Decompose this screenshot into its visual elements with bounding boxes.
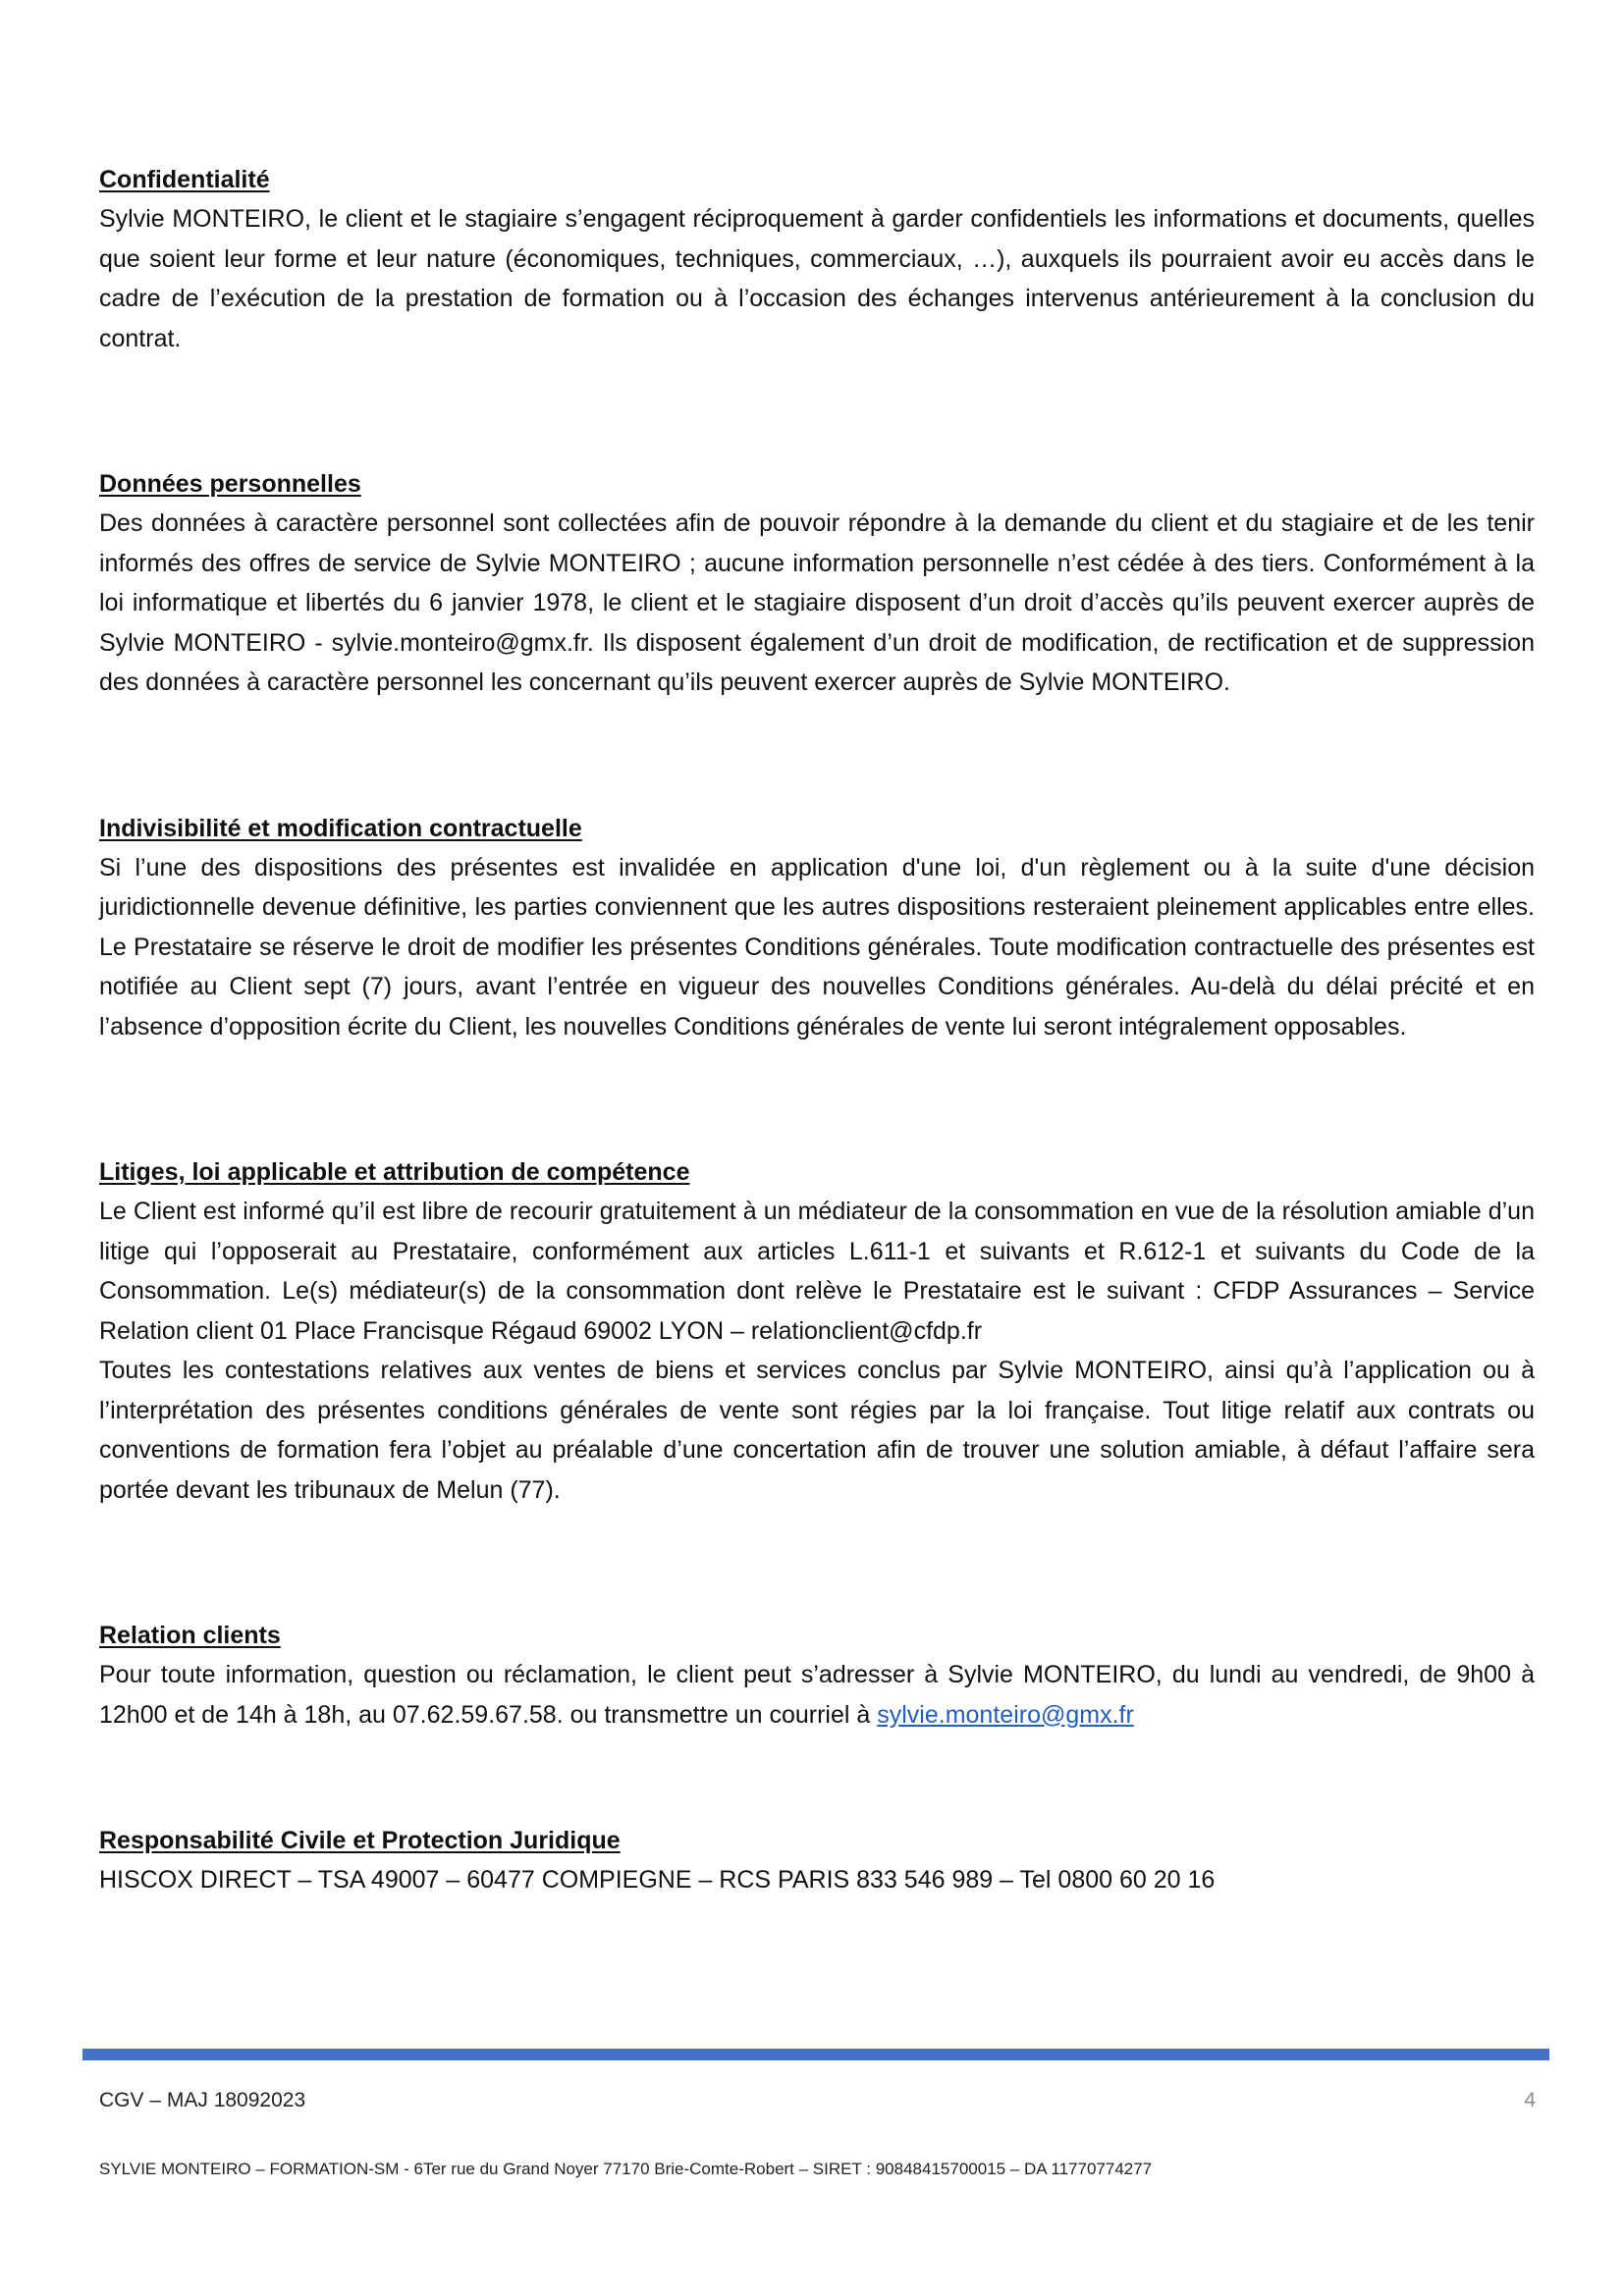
section-indivisibilite — [99, 809, 1535, 1047]
section-title: Données personnelles — [99, 470, 361, 498]
section-title: Responsabilité Civile et Protection Juridique — [99, 1827, 621, 1854]
email-link[interactable]: sylvie.monteiro@gmx.fr — [877, 1700, 1134, 1729]
section-body-text: Pour toute information, question ou réclamation, le client peut s’adresser à Sylvie MONTEIRO, du lundi au vendredi, de 9h00 à 12h00 et de 14h à 18h, au 07.62.59.67.58. ou transmettre un courriel à — [99, 1661, 1535, 1729]
document-content — [99, 160, 1535, 1900]
section-body-paragraph-1: Le Client est informé qu’il est libre de recourir gratuitement à un médiateur de la consommation en vue de la résolution amiable d’un litige qui l’opposerait au Prestataire, conformément aux articles L.611-1 et suivants et R.612-1 et suivants du Code de la Consommation. Le(s) médiateur(s) de la consommation dont relève le Prestataire est le suivant : CFDP Assurances – Service Relation client 01 Place Francisque Régaud 69002 LYON – relationclient@cfdp.fr — [99, 1198, 1535, 1345]
section-litiges — [99, 1152, 1535, 1510]
section-body — [99, 1655, 1535, 1735]
section-body: Sylvie MONTEIRO, le client et le stagiaire s’engagent réciproquement à garder confidentiels les informations et documents, quelles que soient leur forme et leur nature (économiques, techniques, commerciaux, …), auxquels ils pourraient avoir eu accès dans le cadre de l’exécution de la prestation de formation ou à l’occasion des échanges intervenus antérieurement à la conclusion du contrat. — [99, 205, 1535, 352]
page-number: 4 — [1524, 2089, 1536, 2111]
section-confidentialite — [99, 160, 1535, 358]
section-body: Si l’une des dispositions des présentes est invalidée en application d'une loi, d'un règlement ou à la suite d'une décision juridictionnelle devenue définitive, les parties conviennent que les autres dispositions resteraient pleinement applicables entre elles. Le Prestataire se réserve le droit de modifier les présentes Conditions générales. Toute modification contractuelle des présentes est notifiée au Client sept (7) jours, avant l’entrée en vigueur des nouvelles Conditions générales. Au-delà du délai précité et en l’absence d’opposition écrite du Client, les nouvelles Conditions générales de vente lui seront intégralement opposables. — [99, 853, 1535, 1041]
section-body-paragraph-2: Toutes les contestations relatives aux ventes de biens et services conclus par Sylvie MONTEIRO, ainsi qu’à l’application ou à l’interprétation des présentes conditions générales de vente sont régies par la loi française. Tout litige relatif aux contrats ou conventions de formation fera l’objet au préalable d’une concertation afin de trouver une solution amiable, à défaut l’affaire sera portée devant les tribunaux de Melun (77). — [99, 1357, 1535, 1504]
section-relation-clients — [99, 1616, 1535, 1735]
footer-address: SYLVIE MONTEIRO – FORMATION-SM - 6Ter rue du Grand Noyer 77170 Brie-Comte-Robert – SIRET : 90848415700015 – DA 11770774277 — [99, 2160, 1153, 2178]
section-donnees-personnelles — [99, 464, 1535, 703]
section-title: Indivisibilité et modification contractuelle — [99, 814, 582, 842]
section-title: Litiges, loi applicable et attribution de compétence — [99, 1158, 690, 1186]
section-body: HISCOX DIRECT – TSA 49007 – 60477 COMPIEGNE – RCS PARIS 833 546 989 – Tel 0800 60 20 16 — [99, 1866, 1216, 1894]
section-title: Confidentialité — [99, 166, 270, 193]
section-title: Relation clients — [99, 1622, 281, 1649]
section-body: Des données à caractère personnel sont collectées afin de pouvoir répondre à la demande du client et du stagiaire et de les tenir informés des offres de service de Sylvie MONTEIRO ; aucune information personnelle n’est cédée à des tiers. Conformément à la loi informatique et libertés du 6 janvier 1978, le client et le stagiaire disposent d’un droit d’accès qu’ils peuvent exercer auprès de Sylvie MONTEIRO - sylvie.monteiro@gmx.fr. Ils disposent également d’un droit de modification, de rectification et de suppression des données à caractère personnel les concernant qu’ils peuvent exercer auprès de Sylvie MONTEIRO. — [99, 509, 1535, 696]
section-responsabilite-civile — [99, 1821, 1535, 1900]
footer-divider-bar — [82, 2049, 1549, 2060]
footer-reference: CGV – MAJ 18092023 — [99, 2089, 306, 2111]
